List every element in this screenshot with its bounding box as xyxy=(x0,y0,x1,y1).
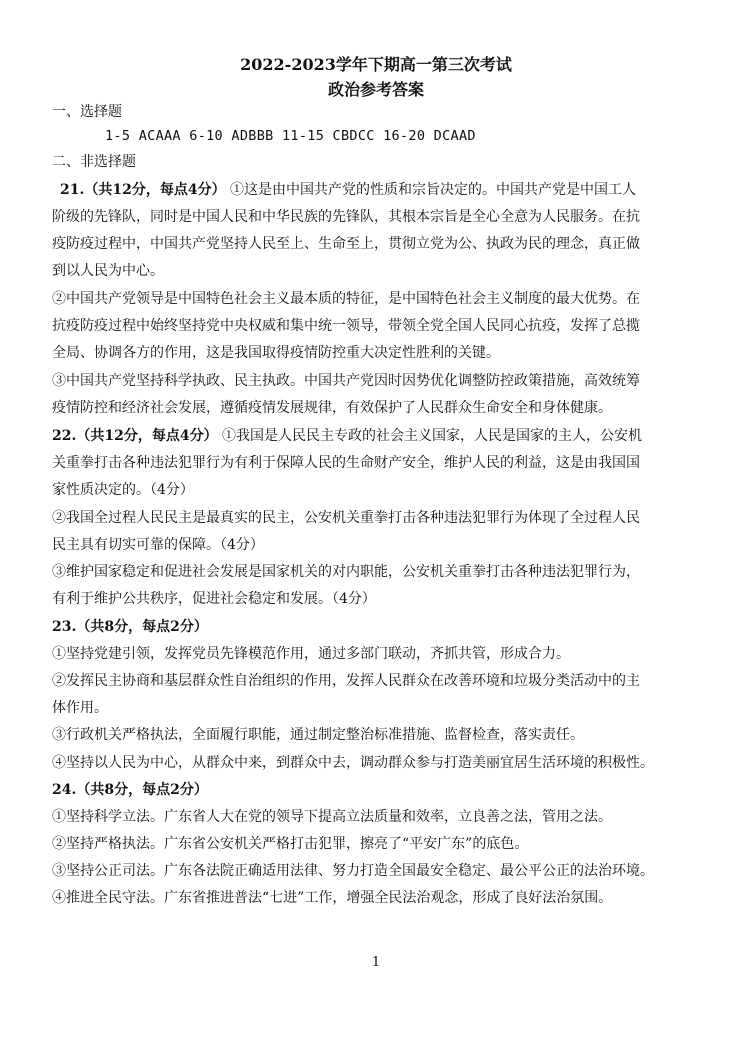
q23-line-3: 体作用。 xyxy=(52,700,108,716)
q22-line-2: 关重拳打击各种违法犯罪行为有利于保障人民的生命财产安全，维护人民的利益，这是由我国国 xyxy=(52,455,640,471)
q22-point3-line-1: ③维护国家稳定和促进社会发展是国家机关的对内职能，公安机关重拳打击各种违法犯罪行为， xyxy=(52,564,640,580)
q23-line-5: ④坚持以人民为中心，从群众中来，到群众中去，调动群众参与打造美丽宜居生活环境的积极性。 xyxy=(52,755,654,771)
q23-line-2: ②发挥民主协商和基层群众性自治组织的作用，发挥人民群众在改善环境和垃圾分类活动中的主 xyxy=(52,673,640,689)
q21-point2-line-2: 抗疫防疫过程中始终坚持党中央权威和集中统一领导，带领全党全国人民同心抗疫，发挥了总揽 xyxy=(52,318,640,334)
q23-label: 23.（共8分，每点2分） xyxy=(52,619,208,635)
q24-line-2: ②坚持严格执法。广东省公安机关严格打击犯罪，擦亮了“平安广东”的底色。 xyxy=(52,836,529,852)
q22-label: 22.（共12分，每点4分） xyxy=(52,428,218,444)
choice-answers: 1-5 ACAAA 6-10 ADBBB 11-15 CBDCC 16-20 DCAAD xyxy=(105,128,476,144)
q24-label: 24.（共8分，每点2分） xyxy=(52,782,208,798)
q21-line-2: 阶级的先锋队，同时是中国人民和中华民族的先锋队，其根本宗旨是全心全意为人民服务。在抗 xyxy=(52,209,640,225)
exam-subtitle: 政治参考答案 xyxy=(327,80,424,99)
q21-point3-line-2: 疫情防控和经济社会发展，遵循疫情发展规律，有效保护了人民群众生命安全和身体健康。 xyxy=(52,400,612,416)
q22-point2-line-1: ②我国全过程人民民主是最真实的民主，公安机关重拳打击各种违法犯罪行为体现了全过程人民 xyxy=(52,510,640,526)
section-heading-nonchoice: 二、非选择题 xyxy=(52,154,136,170)
q23-line-4: ③行政机关严格执法，全面履行职能，通过制定整治标准措施、监督检查，落实责任。 xyxy=(52,727,584,743)
q24-line-1: ①坚持科学立法。广东省人大在党的领导下提高立法质量和效率，立良善之法，管用之法。 xyxy=(52,809,612,825)
q21-line-4: 到以人民为中心。 xyxy=(52,263,164,279)
q21-point3-line-1: ③中国共产党坚持科学执政、民主执政。中国共产党因时因势优化调整防控政策措施，高效统筹 xyxy=(52,373,640,389)
q24-line-4: ④推进全民守法。广东省推进普法“七进”工作，增强全民法治观念，形成了良好法治氛围。 xyxy=(52,890,613,906)
q23-line-1: ①坚持党建引领，发挥党员先锋模范作用，通过多部门联动，齐抓共管，形成合力。 xyxy=(52,646,570,662)
q21-label: 21.（共12分，每点4分） xyxy=(60,182,226,198)
exam-title: 2022-2023学年下期高一第三次考试 xyxy=(240,55,512,74)
q24-line-3: ③坚持公正司法。广东各法院正确适用法律、努力打造全国最安全稳定、最公平公正的法治环境。 xyxy=(52,863,654,879)
q21-point2-line-1: ②中国共产党领导是中国特色社会主义最本质的特征，是中国特色社会主义制度的最大优势。在 xyxy=(52,291,640,307)
page-number: 1 xyxy=(371,955,381,970)
q22-point3-line-2: 有利于维护公共秩序，促进社会稳定和发展。（4分） xyxy=(52,591,376,607)
q22-line-1: 22.（共12分，每点4分） ①我国是人民民主专政的社会主义国家，人民是国家的主人，公安机 xyxy=(52,428,643,444)
q22-point2-line-2: 民主具有切实可靠的保障。（4分） xyxy=(52,537,264,553)
q21-line-3: 疫防疫过程中，中国共产党坚持人民至上、生命至上，贯彻立党为公、执政为民的理念，真正做 xyxy=(52,236,640,252)
q21-point2-line-3: 全局、协调各方的作用，这是我国取得疫情防控重大决定性胜利的关键。 xyxy=(52,345,500,361)
q21-line-1: 21.（共12分，每点4分） ①这是由中国共产党的性质和宗旨决定的。中国共产党是中国工人 xyxy=(60,182,637,198)
section-heading-choice: 一、选择题 xyxy=(52,104,122,120)
q22-line-3: 家性质决定的。（4分） xyxy=(52,482,194,498)
